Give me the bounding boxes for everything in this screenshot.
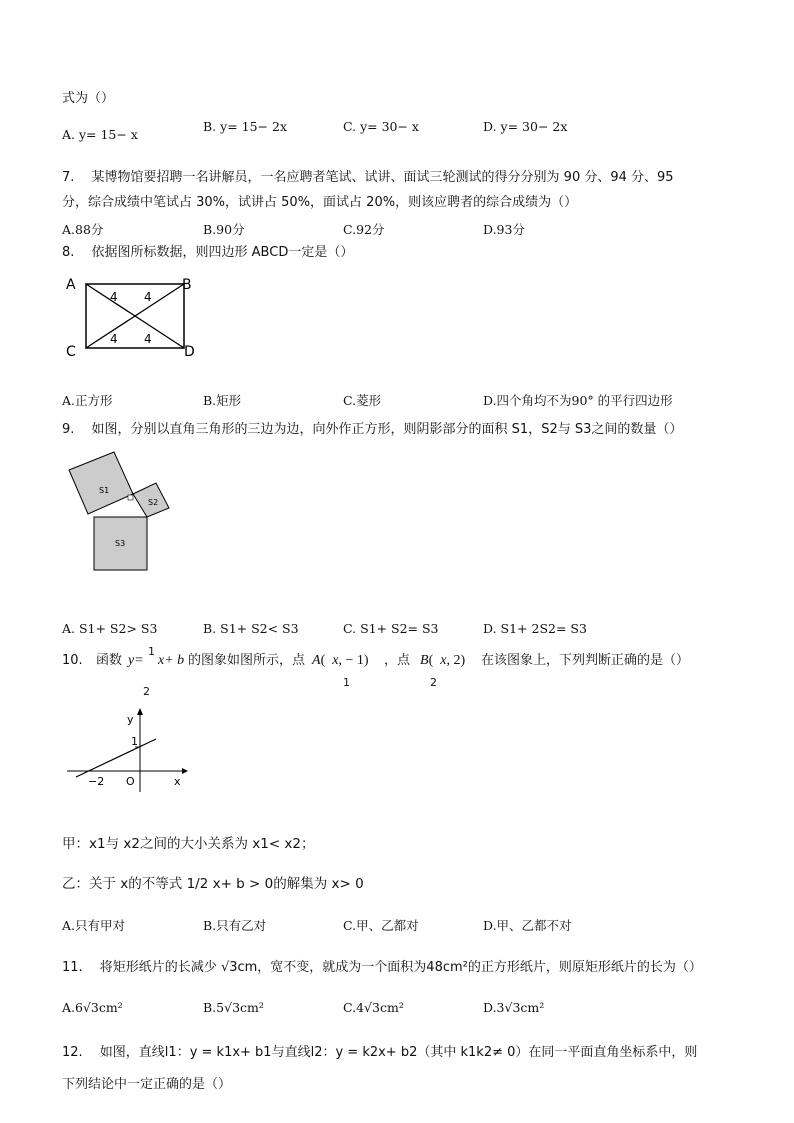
q12-line2: 下列结论中一定正确的是（） [62,1077,232,1092]
q8-option-d[interactable]: D.四个角均不为90° 的平行四边形 [483,393,673,408]
q10-option-b[interactable]: B.只有乙对 [203,918,267,933]
q6-tail: 式为（） [62,91,115,106]
vertex-D: D [184,344,195,360]
q10-mid: 的图象如图所示，点 [188,653,306,668]
q9-option-b[interactable]: B. S1+ S2< S3 [203,621,299,636]
q10-yi: 乙：关于 x的不等式 1/2 x+ b > 0的解集为 x> 0 [62,876,364,892]
q10-figure [62,706,192,798]
label-S1: S1 [99,486,110,495]
axis-x-label: x [174,775,181,788]
q9-stem: 9. 如图，分别以直角三角形的三边为边，向外作正方形，则阴影部分的面积 S1，S2与 S3之间的数量（） [62,422,683,437]
label-4-a: 4 [110,290,118,304]
q10-option-a[interactable]: A.只有甲对 [62,918,126,933]
vertex-A: A [66,277,76,293]
label-4-b: 4 [144,290,152,304]
q12-line1: 12. 如图，直线l1：y = k1x+ b1与直线l2：y = k2x+ b2（其中 k1k2≠ 0）在同一平面直角坐标系中，则 [62,1045,698,1060]
q10-end: 在该图象上，下列判断正确的是（） [481,653,690,668]
q7-option-b[interactable]: B.90分 [203,222,245,237]
q7-option-d[interactable]: D.93分 [483,222,525,237]
origin-label: O [126,775,135,788]
q8-figure [62,274,212,360]
q10-frac-den: 2 [143,685,150,698]
q7-line2: 分，综合成绩中笔试占 30%，试讲占 50%，面试占 20%，则该应聘者的综合成绩为（） [62,195,578,210]
q10-frac-num: 1 [148,645,155,658]
q11-option-b[interactable]: B.5√3cm² [203,1000,264,1015]
vertex-C: C [66,344,76,360]
q6-option-d[interactable]: D. y= 30− 2x [483,119,568,134]
tick-1-label: 1 [131,735,138,748]
q10-option-c[interactable]: C.甲、乙都对 [343,918,419,933]
q10-sub1: 1 [343,676,350,689]
q11-option-a[interactable]: A.6√3cm² [62,1000,123,1015]
q10-option-d[interactable]: D.甲、乙都不对 [483,918,572,933]
axis-y-label: y [127,713,134,726]
q10-sep: ，点 [384,653,411,668]
q7-line1: 7. 某博物馆要招聘一名讲解员，一名应聘者笔试、试讲、面试三轮测试的得分分别为 90 分、94 分、95 [62,170,674,185]
q9-option-a[interactable]: A. S1+ S2> S3 [62,621,158,636]
q10-sub2: 2 [430,676,437,689]
q7-option-c[interactable]: C.92分 [343,222,385,237]
q6-option-b[interactable]: B. y= 15− 2x [203,119,287,134]
q11-option-d[interactable]: D.3√3cm² [483,1000,545,1015]
label-S3: S3 [115,539,126,548]
tick-neg2-label: −2 [88,775,105,788]
q9-option-c[interactable]: C. S1+ S2= S3 [343,621,439,636]
q10-jia: 甲：x1与 x2之间的大小关系为 x1< x2； [62,836,315,852]
vertex-B: B [182,277,192,293]
q8-option-a[interactable]: A.正方形 [62,393,113,408]
q6-option-a[interactable]: A. y= 15− x [62,127,138,142]
q11-stem: 11. 将矩形纸片的长减少 √3cm，宽不变，就成为一个面积为48cm²的正方形纸片，则原矩形纸片的长为（） [62,960,702,975]
q8-option-c[interactable]: C.菱形 [343,393,382,408]
label-4-d: 4 [144,332,152,346]
q7-option-a[interactable]: A.88分 [62,222,104,237]
label-4-c: 4 [110,332,118,346]
q8-option-b[interactable]: B.矩形 [203,393,242,408]
label-S2: S2 [148,498,159,507]
q10-word: 函数 [96,653,123,668]
q9-option-d[interactable]: D. S1+ 2S2= S3 [483,621,587,636]
q9-figure [62,448,182,576]
q6-option-c[interactable]: C. y= 30− x [343,119,419,134]
q11-option-c[interactable]: C.4√3cm² [343,1000,404,1015]
q10-number: 10. [62,653,83,668]
q8-stem: 8. 依据图所标数据，则四边形 ABCD一定是（） [62,245,354,260]
